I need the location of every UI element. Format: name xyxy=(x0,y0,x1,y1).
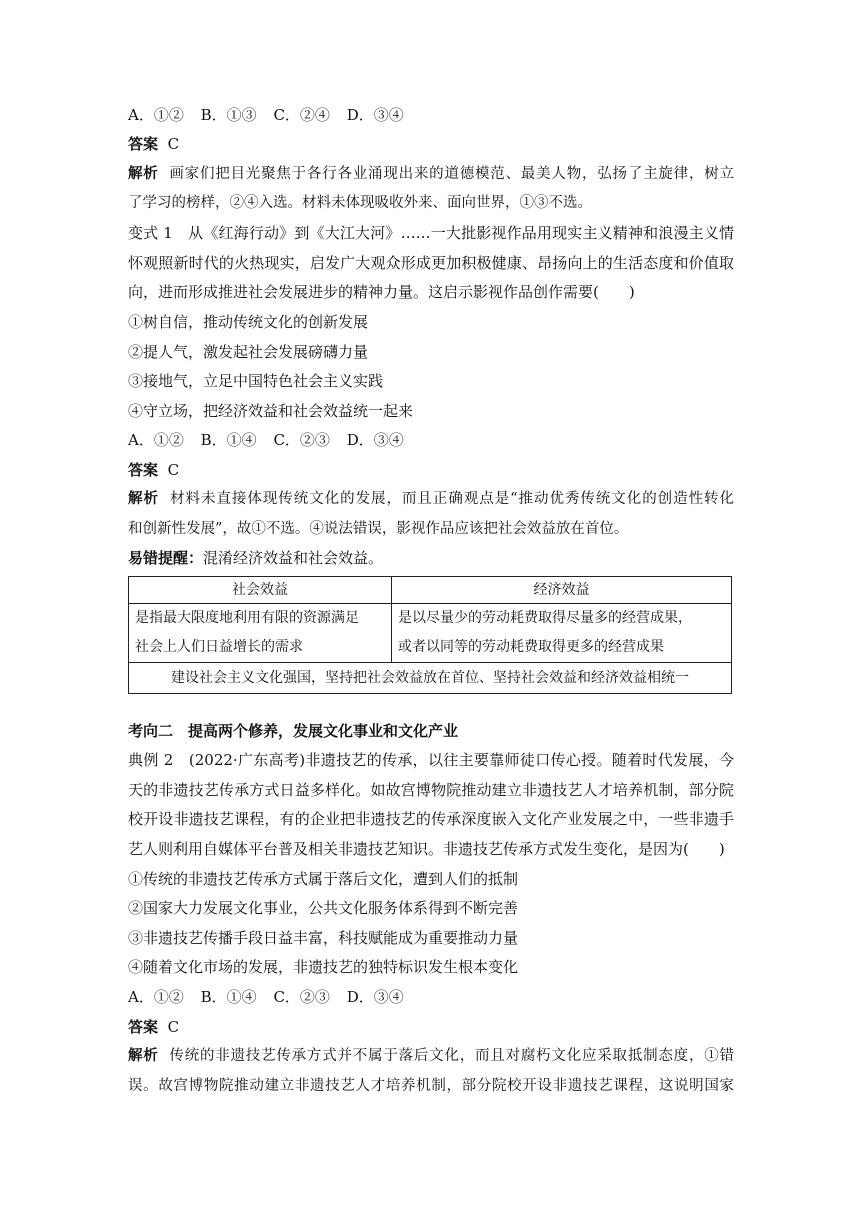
example2-answer-label: 答案 xyxy=(128,1018,159,1036)
example2-item-4: ④随着文化市场的发展，非遗技艺的独特标识发生根本变化 xyxy=(128,958,519,976)
q1-analysis-line-1: 解析 画家们把目光聚焦于各行各业涌现出来的道德模范、最美人物，弘扬了主旋律，树立 xyxy=(128,166,735,182)
example2-answer xyxy=(128,1016,179,1038)
table-cell-economic: 是以尽量少的劳动耗费取得尽量多的经营成果， 或者以同等的劳动耗费取得更多的经营成果 xyxy=(392,604,732,663)
table-footer-row xyxy=(129,663,732,694)
variant1-answer-label: 答案 xyxy=(128,461,159,479)
example2-option-d: D．③④ xyxy=(346,988,404,1006)
example2-option-a: A．①② xyxy=(128,988,184,1006)
example2-option-b: B．①④ xyxy=(200,988,257,1006)
q1-option-a: A．①② xyxy=(128,106,184,124)
variant1-option-c: C．②③ xyxy=(273,431,330,449)
variant1-analysis-line-2: 和创新性发展”，故①不选。④说法错误，影视作品应该把社会效益放在首位。 xyxy=(128,521,629,537)
q1-options xyxy=(128,104,416,126)
variant1-answer xyxy=(128,459,179,481)
table-row xyxy=(129,604,732,663)
example2-stem-line-4: 艺人则利用自媒体平台普及相关非遗技艺知识。非遗技艺传承方式发生变化，是因为( ) xyxy=(128,840,725,858)
variant1-stem-line-2: 怀观照新时代的火热现实，启发广大观众形成更加积极健康、昂扬向上的生活态度和价值取 xyxy=(128,254,734,272)
example2-item-2: ②国家大力发展文化事业，公共文化服务体系得到不断完善 xyxy=(128,899,519,917)
example2-option-c: C．②③ xyxy=(273,988,330,1006)
variant1-item-4: ④守立场，把经济效益和社会效益统一起来 xyxy=(128,402,414,420)
table-footer: 建设社会主义文化强国，坚持把社会效益放在首位、坚持社会效益和经济效益相统一 xyxy=(129,663,732,694)
example2-stem-line-2: 天的非遗技艺传承方式日益多样化。如故宫博物院推动建立非遗技艺人才培养机制，部分院 xyxy=(128,781,734,799)
example2-options xyxy=(128,986,416,1008)
q1-option-b: B．①③ xyxy=(200,106,257,124)
example2-stem-line-3: 校开设非遗技艺课程，有的企业把非遗技艺的传承深度嵌入文化产业发展之中，一些非遗手 xyxy=(128,810,734,828)
comparison-table xyxy=(128,576,732,694)
example2-stem-line-1: 典例 2 (2022·广东高考)非遗技艺的传承，以往主要靠师徒口传心授。随着时代发展，今 xyxy=(128,751,734,769)
variant1-stem-line-3: 向，进而形成推进社会发展进步的精神力量。这启示影视作品创作需要( ) xyxy=(128,283,635,301)
example2-item-1: ①传统的非遗技艺传承方式属于落后文化，遭到人们的抵制 xyxy=(128,870,519,888)
variant1-stem-line-1: 变式 1 从《红海行动》到《大江大河》……一大批影视作品用现实主义精神和浪漫主义情 xyxy=(128,224,734,242)
q1-option-c: C．②④ xyxy=(273,106,330,124)
q1-answer-value: C xyxy=(167,135,180,153)
table-header-row xyxy=(129,577,732,604)
variant1-tip-label: 易错提醒： xyxy=(128,549,204,567)
variant1-item-2: ②提人气，激发起社会发展磅礴力量 xyxy=(128,343,369,361)
example2-item-3: ③非遗技艺传播手段日益丰富，科技赋能成为重要推动力量 xyxy=(128,929,519,947)
variant1-option-d: D．③④ xyxy=(346,431,404,449)
q1-analysis-line-2: 了学习的榜样，②④入选。材料未体现吸收外来、面向世界，①③不选。 xyxy=(128,195,592,211)
variant1-item-1: ①树自信，推动传统文化的创新发展 xyxy=(128,313,369,331)
example2-analysis-label: 解析 xyxy=(128,1048,159,1064)
q1-answer-label: 答案 xyxy=(128,135,159,153)
q1-answer xyxy=(128,133,179,155)
variant1-options xyxy=(128,429,416,451)
variant1-tip xyxy=(128,547,383,569)
example2-analysis-line-1: 解析 传统的非遗技艺传承方式并不属于落后文化，而且对腐朽文化应采取抵制态度，①错 xyxy=(128,1048,735,1064)
variant1-answer-value: C xyxy=(167,461,180,479)
variant1-analysis-line-1: 解析 材料未直接体现传统文化的发展，而且正确观点是“推动优秀传统文化的创造性转化 xyxy=(128,491,734,507)
variant1-item-3: ③接地气，立足中国特色社会主义实践 xyxy=(128,372,384,390)
variant1-option-b: B．①④ xyxy=(200,431,257,449)
section2-heading: 考向二 提高两个修养，发展文化事业和文化产业 xyxy=(128,722,459,740)
table-cell-social: 是指最大限度地利用有限的资源满足 社会上人们日益增长的需求 xyxy=(129,604,392,663)
example2-answer-value: C xyxy=(167,1018,180,1036)
variant1-option-a: A．①② xyxy=(128,431,184,449)
example2-analysis-line-2: 误。故宫博物院推动建立非遗技艺人才培养机制，部分院校开设非遗技艺课程，这说明国家 xyxy=(128,1078,734,1094)
q1-analysis-label: 解析 xyxy=(128,166,159,182)
q1-option-d: D．③④ xyxy=(346,106,404,124)
variant1-tip-text: 混淆经济效益和社会效益。 xyxy=(203,549,384,567)
table-header-social: 社会效益 xyxy=(129,577,392,604)
table-header-economic: 经济效益 xyxy=(392,577,732,604)
variant1-analysis-label: 解析 xyxy=(128,491,159,507)
